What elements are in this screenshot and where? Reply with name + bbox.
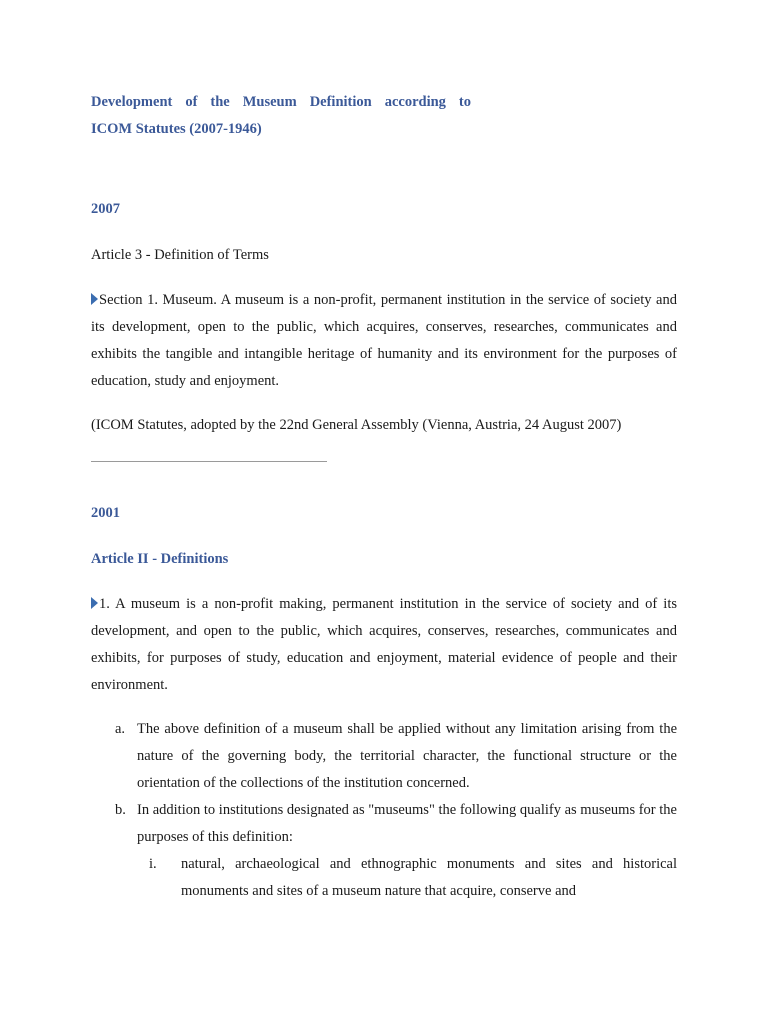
article-3-label: Article 3 - Definition of Terms bbox=[91, 247, 269, 263]
definition-2001-paragraph bbox=[91, 591, 677, 699]
bookmark-marker-icon bbox=[91, 293, 98, 305]
article-ii-label: Article II - Definitions bbox=[91, 551, 229, 567]
section-divider bbox=[91, 461, 327, 462]
definition-2007-text: Section 1. Museum. A museum is a non-profit, permanent institution in the service of society and its development, open to the public, which acquires, conserves, researches, communicates and exhibits the tangible and intangible heritage of humanity and its environment for the purposes of education, study and enjoyment. bbox=[91, 292, 677, 389]
title-line-2: ICOM Statutes (2007-1946) bbox=[91, 121, 262, 137]
year-heading-2007: 2007 bbox=[91, 201, 120, 217]
list-item-text: In addition to institutions designated as "museums" the following qualify as museums for the purposes of this definition: bbox=[137, 802, 677, 845]
list-item-label: a. bbox=[115, 721, 126, 737]
year-heading-2001: 2001 bbox=[91, 505, 120, 521]
document-title bbox=[91, 89, 471, 143]
definition-2007-paragraph bbox=[91, 287, 677, 395]
title-line-1: Development of the Museum Definition according to bbox=[91, 94, 471, 110]
sub-list-item bbox=[91, 851, 677, 905]
list-item-text: The above definition of a museum shall be applied without any limitation arising from the nature of the governing body, the territorial character, the functional structure or the orientation of the collections of the institution concerned. bbox=[137, 721, 677, 791]
list-item bbox=[91, 716, 677, 797]
statutes-note-2007: (ICOM Statutes, adopted by the 22nd General Assembly (Vienna, Austria, 24 August 2007) bbox=[91, 417, 622, 433]
list-item-label: b. bbox=[115, 802, 126, 818]
sub-list-item-text: natural, archaeological and ethnographic monuments and sites and historical monuments and sites of a museum nature that acquire, conserve and bbox=[181, 856, 677, 899]
section-2001-definition bbox=[91, 591, 677, 699]
section-2007-definition bbox=[91, 287, 677, 395]
bookmark-marker-icon bbox=[91, 597, 98, 609]
list-item bbox=[91, 797, 677, 851]
definition-2001-text: 1. A museum is a non-profit making, permanent institution in the service of society and of its development, and open to the public, which acquires, conserves, researches, communicates and exhibits, for purposes of study, education and enjoyment, material evidence of people and their environment. bbox=[91, 596, 677, 693]
sub-list-item-label: i. bbox=[149, 856, 157, 872]
definition-list bbox=[91, 716, 677, 905]
